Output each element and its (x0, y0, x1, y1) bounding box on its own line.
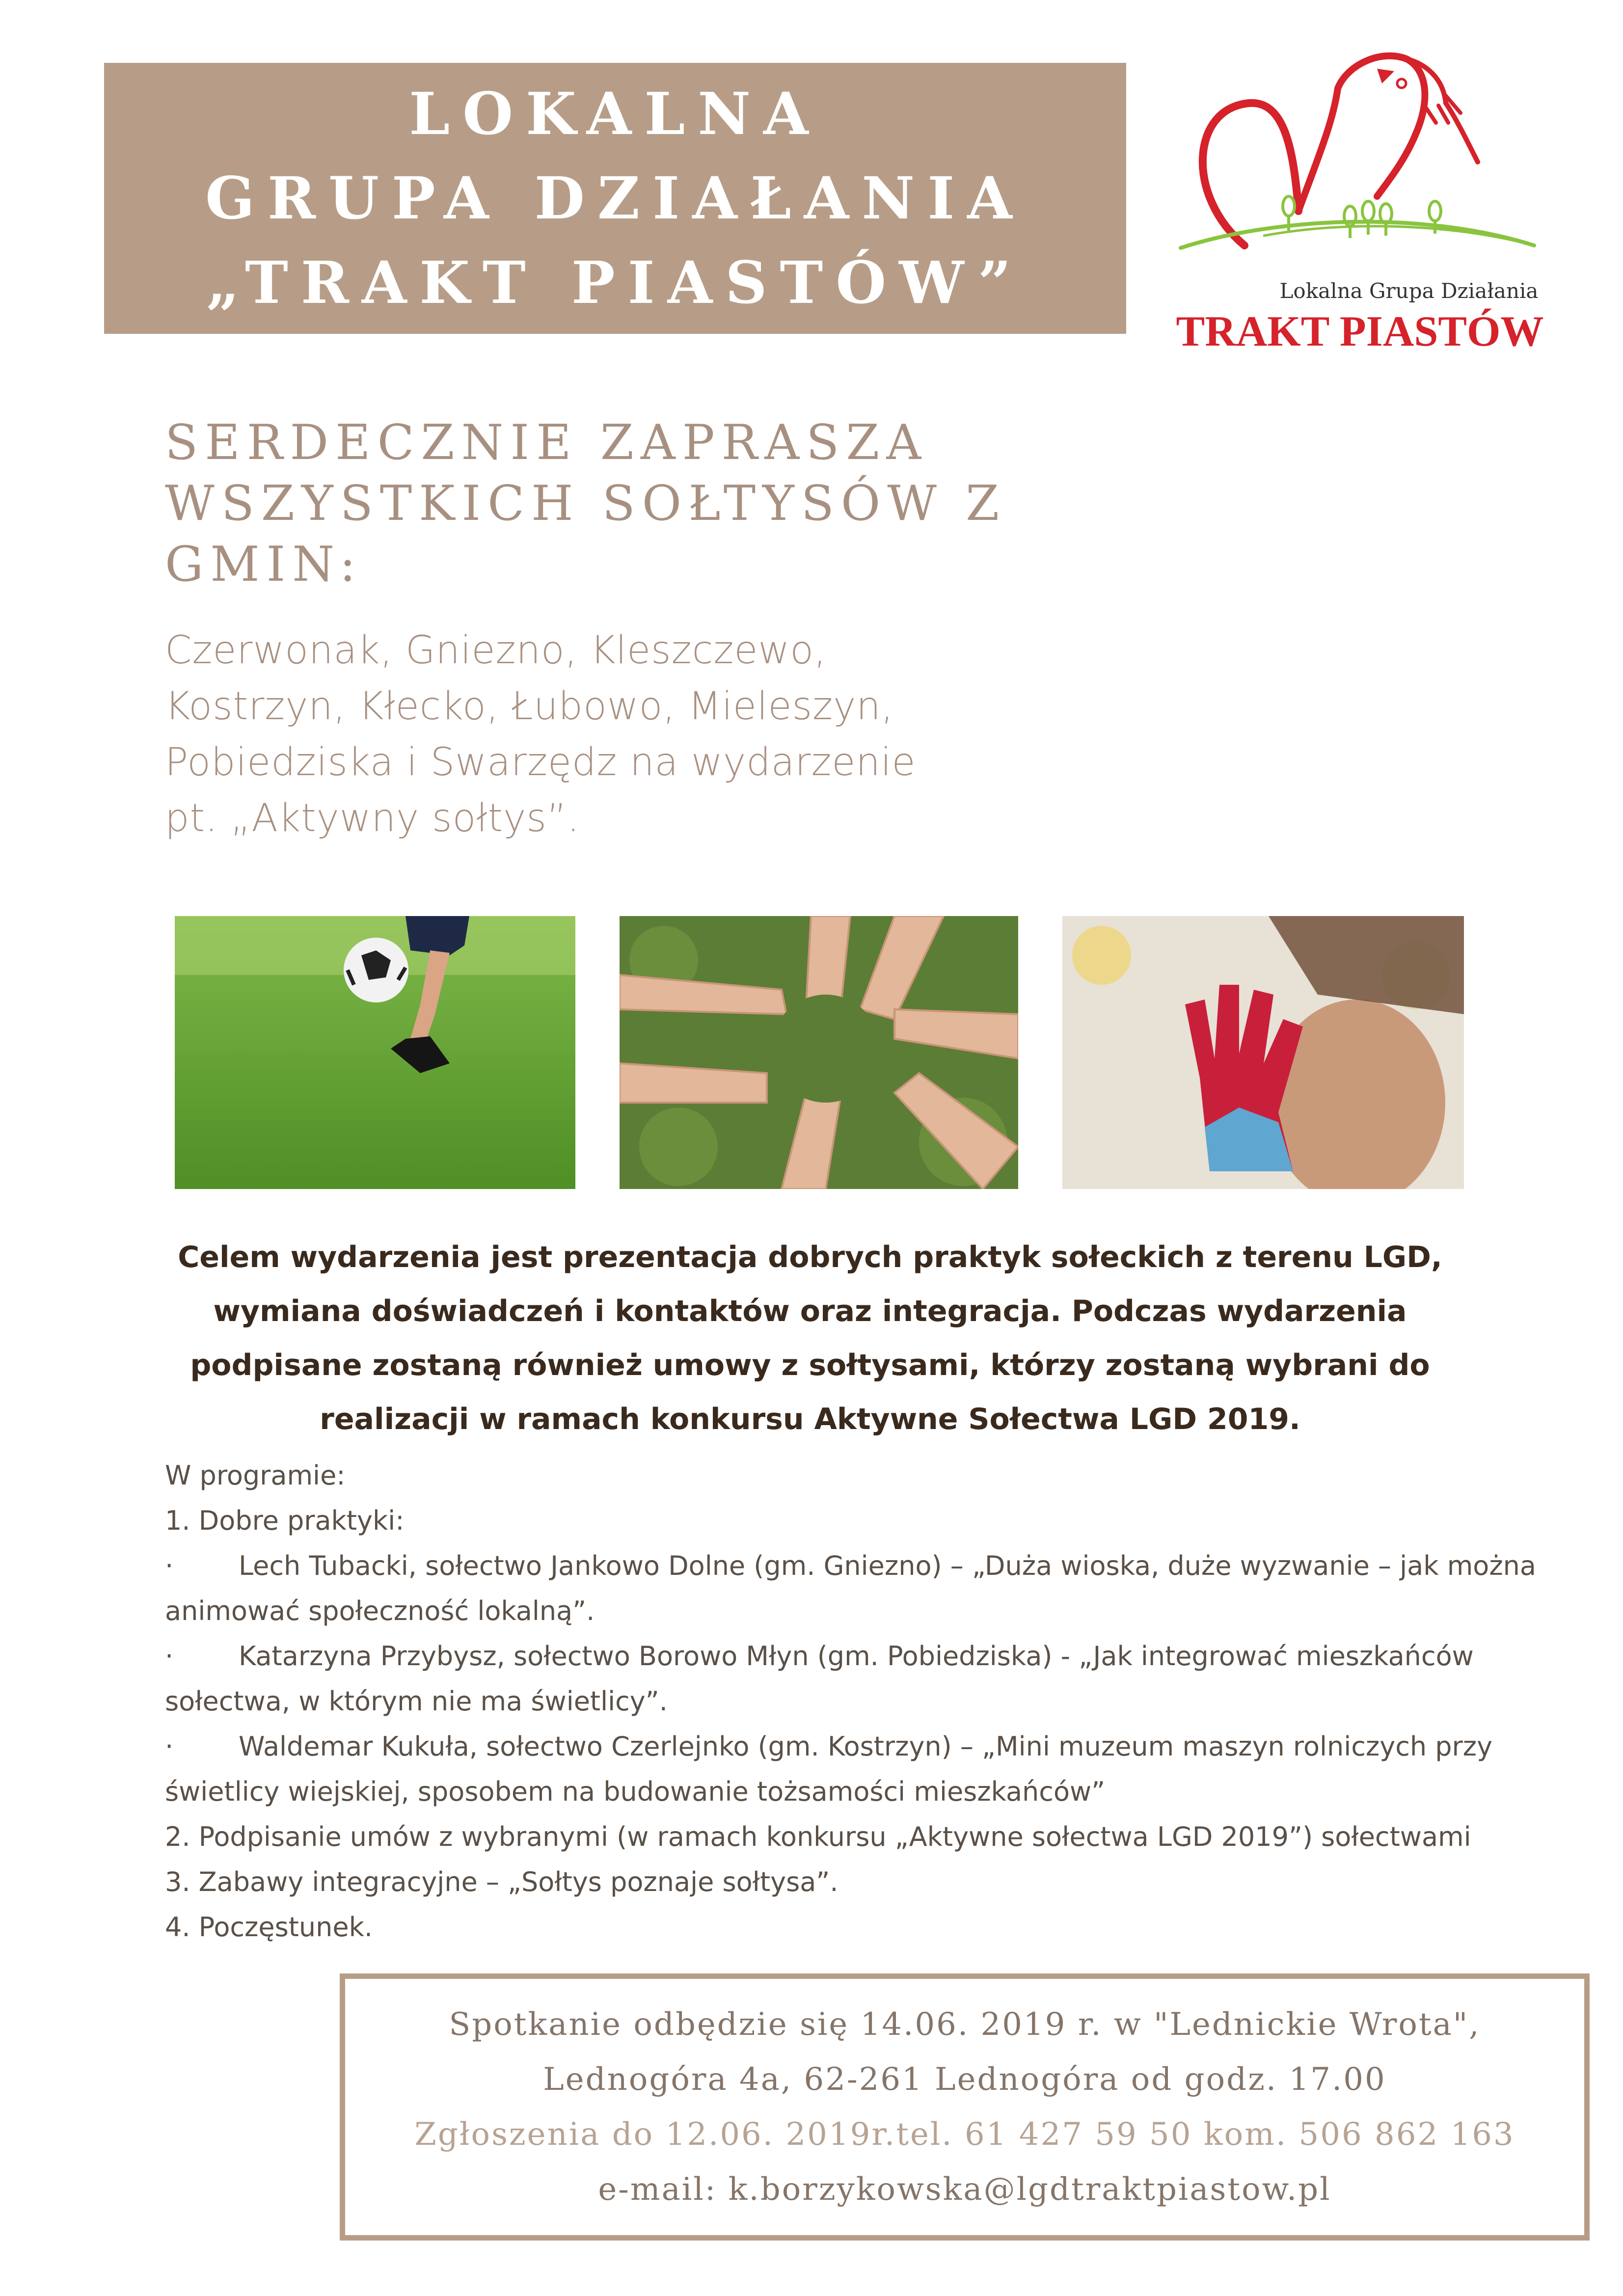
event-venue-line: Spotkanie odbędzie się 14.06. 2019 r. w "Lednickie Wrota", (449, 2006, 1481, 2043)
program-bullet-1 (165, 1543, 1608, 1589)
bullet-text: Waldemar Kukuła, sołectwo Czerlejnko (gm. Kostrzyn) – „Mini muzeum maszyn rolniczych przy (239, 1731, 1493, 1762)
program-bullet-3 (165, 1724, 1608, 1769)
gminy-line: Kostrzyn, Kłecko, Łubowo, Mieleszyn, (165, 684, 894, 729)
program-item-2: 2. Podpisanie umów z wybranymi (w ramach konkursu „Aktywne sołectwa LGD 2019”) sołectwami (165, 1821, 1471, 1852)
description-line: wymiana doświadczeń i kontaktów oraz integracja. Podczas wydarzenia (213, 1294, 1407, 1328)
description-line: realizacji w ramach konkursu Aktywne Sołectwa LGD 2019. (320, 1402, 1300, 1436)
logo-subtitle: Lokalna Grupa Działania (1279, 279, 1539, 303)
program-item-4: 4. Poczęstunek. (165, 1912, 373, 1943)
bullet-continuation: świetlicy wiejskiej, sposobem na budowanie tożsamości mieszkańców” (165, 1776, 1106, 1807)
painted-hand-photo (1062, 916, 1464, 1189)
registration-email-line[interactable]: e-mail: k.borzykowska@lgdtraktpiastow.pl (598, 2171, 1331, 2208)
event-details-box (340, 1973, 1590, 2241)
bullet-continuation: sołectwa, w którym nie ma świetlicy”. (165, 1686, 668, 1717)
gminy-list (165, 622, 1098, 846)
invitation-heading-line: GMIN: (165, 537, 363, 593)
header-line-2: GRUPA DZIAŁANIA (205, 164, 1025, 232)
bullet-icon: · (165, 1550, 174, 1581)
program-item-3: 3. Zabawy integracyjne – „Sołtys poznaje sołtysa”. (165, 1866, 839, 1897)
bullet-text: Katarzyna Przybysz, sołectwo Borowo Młyn (gm. Pobiedziska) - „Jak integrować mieszkańców (239, 1641, 1474, 1672)
program-item-1: 1. Dobre praktyki: (165, 1505, 405, 1536)
gminy-line: Pobiedziska i Swarzędz na wydarzenie (165, 740, 916, 784)
football-photo (175, 916, 575, 1189)
header-line-3: „TRAKT PIASTÓW” (206, 248, 1024, 317)
event-description (113, 1230, 1507, 1446)
program-section (165, 1453, 1608, 1950)
bullet-icon: · (165, 1641, 174, 1672)
header-line-1: LOKALNA (409, 80, 821, 148)
event-address-line: Lednogóra 4a, 62-261 Lednogóra od godz. 17.00 (543, 2061, 1386, 2098)
description-line: podpisane zostaną również umowy z sołtysami, którzy zostaną wybrani do (190, 1348, 1430, 1382)
bullet-continuation: animować społeczność lokalną”. (165, 1595, 595, 1626)
program-title: W programie: (165, 1460, 346, 1491)
bullet-text: Lech Tubacki, sołectwo Jankowo Dolne (gm. Gniezno) – „Duża wioska, duże wyzwanie – jak można (239, 1550, 1536, 1581)
bullet-icon: · (165, 1731, 174, 1762)
description-line: Celem wydarzenia jest prezentacja dobrych praktyk sołeckich z terenu LGD, (178, 1240, 1442, 1274)
gminy-line: Czerwonak, Gniezno, Kleszczewo, (165, 628, 827, 673)
invitation-heading-line: WSZYSTKICH SOŁTYSÓW Z (165, 476, 1006, 532)
registration-phone-line: Zgłoszenia do 12.06. 2019r.tel. 61 427 59 50 kom. 506 862 163 (414, 2116, 1515, 2153)
header-banner (104, 63, 1126, 334)
hands-circle-photo (620, 916, 1018, 1189)
logo-title: TRAKT PIASTÓW (1176, 308, 1544, 355)
invitation-heading (165, 412, 1098, 595)
gminy-line: pt. „Aktywny sołtys”. (165, 796, 580, 840)
program-bullet-2 (165, 1634, 1608, 1679)
invitation-heading-line: SERDECZNIE ZAPRASZA (165, 415, 928, 471)
